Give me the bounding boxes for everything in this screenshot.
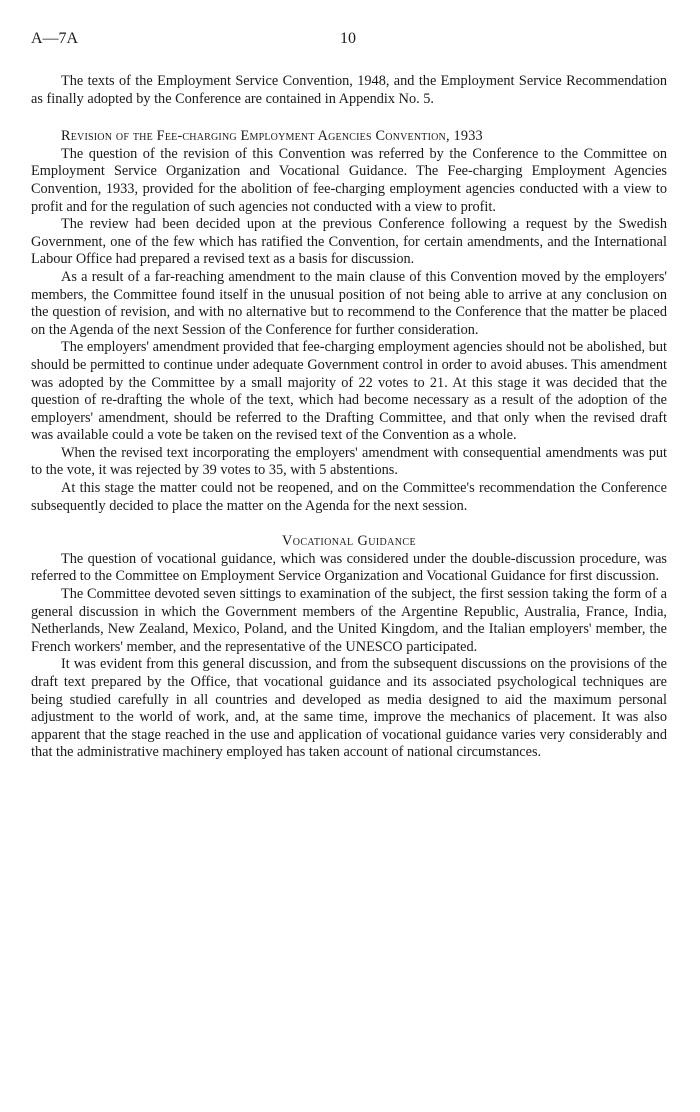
page-header bbox=[31, 30, 667, 54]
section2-paragraph: The question of vocational guidance, which was considered under the double-discussion procedure, was referred to the Committee on Employment Service Organization and Vocational Guidance for first discussion. bbox=[31, 550, 667, 585]
section2-paragraph: The Committee devoted seven sittings to examination of the subject, the first session taking the form of a general discussion in which the Government members of the Argentine Republic, Australia, France, India, Netherlands, New Zealand, Mexico, Poland, and the United Kingdom, and the Italian employers' member, the French workers' member, and the representative of the UNESCO participated. bbox=[31, 586, 667, 655]
section-heading-fee-charging-revision: Revision of the Fee-charging Employment Agencies Convention, 1933 bbox=[61, 128, 483, 145]
document-page bbox=[31, 30, 667, 762]
section1-paragraph: When the revised text incorporating the employers' amendment with consequential amendments was put to the vote, it was rejected by 39 votes to 35, with 5 abstentions. bbox=[31, 444, 667, 479]
intro-paragraph: The texts of the Employment Service Convention, 1948, and the Employment Service Recommendation as finally adopted by the Conference are contained in Appendix No. 5. bbox=[31, 73, 667, 107]
page-number: 10 bbox=[340, 30, 356, 47]
section1-paragraph: The review had been decided upon at the previous Conference following a request by the Swedish Government, one of the few which has ratified the Convention, for certain amendments, and the International Labour Office had prepared a revised text as a basis for discussion. bbox=[31, 216, 667, 268]
section1-paragraph: At this stage the matter could not be reopened, and on the Committee's recommendation the Conference subsequently decided to place the matter on the Agenda for the next session. bbox=[31, 480, 667, 514]
section1-paragraph: The question of the revision of this Convention was referred by the Conference to the Committee on Employment Service Organization and Vocational Guidance. The Fee-charging Employment Agencies Convention, 1933, provided for the abolition of fee-charging employment agencies conducted with a view to profit and for the regulation of such agencies not conducted with a view to profit. bbox=[31, 145, 667, 215]
document-reference: A—7A bbox=[31, 30, 79, 47]
section-heading-vocational-guidance: Vocational Guidance bbox=[281, 533, 417, 550]
section1-paragraph: The employers' amendment provided that fee-charging employment agencies should not be abolished, but should be permitted to continue under adequate Government control in order to avoid abuses. This amendment was adopted by the Committee by a small majority of 22 votes to 21. At this stage it was decided that the question of re-drafting the whole of the text, which had become necessary as a result of the adoption of the employers' amendment, should be referred to the Drafting Committee, and that only when the revised draft was available could a vote be taken on the revised text of the Convention as a whole. bbox=[31, 339, 667, 444]
section1-paragraph: As a result of a far-reaching amendment to the main clause of this Convention moved by the employers' members, the Committee found itself in the unusual position of not being able to arrive at any conclusion on the question of revision, and with no alternative but to recommend to the Conference that the matter be placed on the Agenda of the next Session of the Conference for further consideration. bbox=[31, 268, 667, 338]
section2-paragraph: It was evident from this general discussion, and from the subsequent discussions on the provisions of the draft text prepared by the Office, that vocational guidance and its associated psychological techniques are being studied carefully in all countries and developed as media designed to aid the maximum personal adjustment to the world of work, and, at the same time, improve the mechanics of placement. It was also apparent that the stage reached in the use and application of vocational guidance varies very considerably and that the administrative machinery employed has taken account of national circumstances. bbox=[31, 656, 667, 761]
